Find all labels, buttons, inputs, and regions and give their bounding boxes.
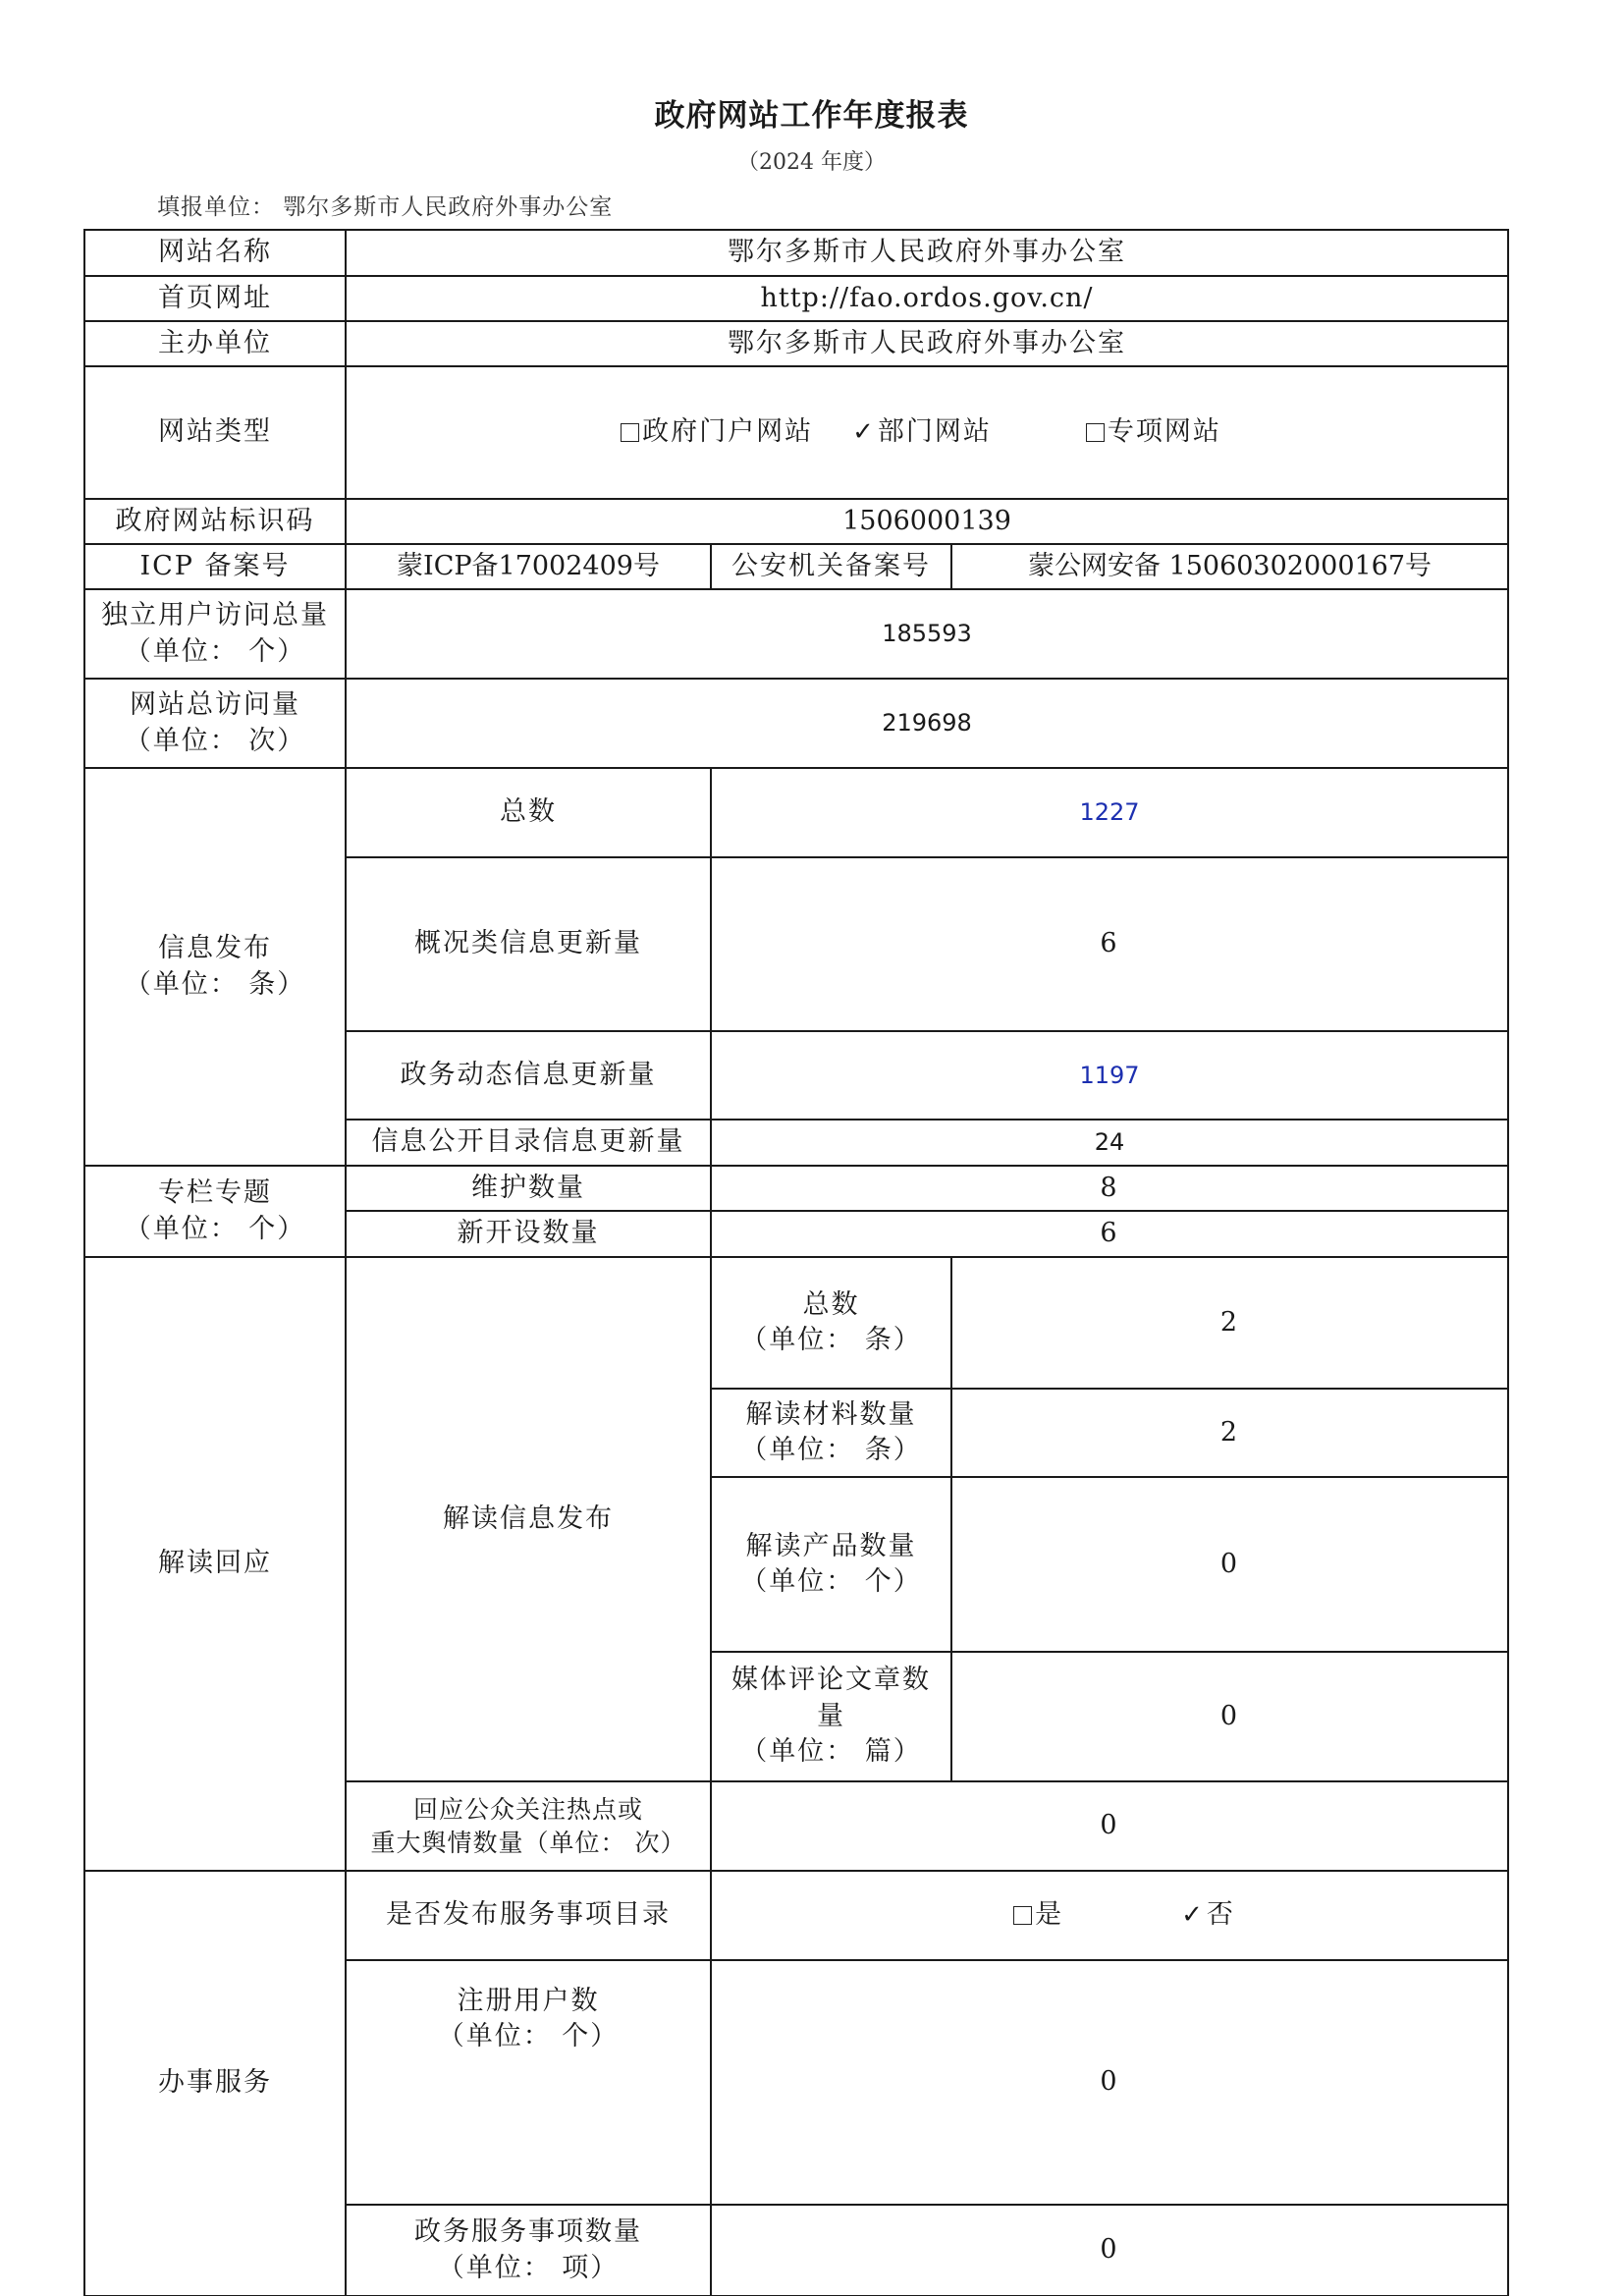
site-type-option-department[interactable] — [852, 414, 992, 450]
material-count-label: 解读材料数量 （单位： 条） — [740, 1398, 922, 1465]
interpret-publish-label: 解读信息发布 — [443, 1503, 614, 1534]
checkmark-icon: ✓ — [1181, 1899, 1205, 1930]
gov-id-value: 1506000139 — [842, 505, 1011, 536]
special-topics-label: 专栏专题 （单位： 个） — [124, 1177, 306, 1244]
hotspot-response-label: 回应公众关注热点或 重大舆情数量（单位： 次） — [370, 1794, 686, 1857]
filling-unit: 填报单位： 鄂尔多斯市人民政府外事办公室 — [157, 194, 614, 220]
media-count-label: 媒体评论文章数 量 （单位： 篇） — [731, 1665, 931, 1768]
option-label: 是 — [1035, 1899, 1064, 1931]
service-label: 办事服务 — [158, 2067, 272, 2099]
site-type-label: 网站类型 — [158, 416, 272, 448]
option-label: 政府门户网站 — [642, 416, 814, 448]
homepage-label: 首页网址 — [158, 282, 272, 313]
site-type-option-special[interactable] — [1086, 414, 1221, 450]
registered-users-label: 注册用户数 （单位： 个） — [437, 1986, 620, 2052]
service-catalog-option-yes[interactable] — [1013, 1897, 1063, 1933]
info-total-value: 1227 — [1079, 798, 1140, 827]
option-label: 否 — [1206, 1899, 1235, 1931]
uv-value: 185593 — [882, 620, 972, 648]
dynamic-update-label: 政务动态信息更新量 — [400, 1059, 657, 1090]
police-label: 公安机关备案号 — [731, 550, 931, 581]
sponsor-value: 鄂尔多斯市人民政府外事办公室 — [728, 327, 1126, 358]
catalog-update-value: 24 — [1094, 1128, 1125, 1157]
maintain-count-label: 维护数量 — [471, 1172, 585, 1203]
interpret-response-label: 解读回应 — [158, 1548, 272, 1579]
checkmark-icon: ✓ — [852, 416, 876, 447]
icp-label: ICP 备案号 — [139, 550, 291, 581]
product-count-label: 解读产品数量 （单位： 个） — [740, 1530, 922, 1597]
registered-users-value: 0 — [1100, 2066, 1119, 2098]
homepage-url[interactable]: http://fao.ordos.gov.cn/ — [760, 282, 1094, 313]
checkbox-unchecked-icon — [1013, 1906, 1032, 1925]
interpret-total-label: 总数 （单位： 条） — [740, 1288, 922, 1355]
gov-id-label: 政府网站标识码 — [115, 505, 315, 536]
overview-update-label: 概况类信息更新量 — [414, 928, 642, 959]
hotspot-response-value: 0 — [1100, 1810, 1119, 1841]
catalog-update-label: 信息公开目录信息更新量 — [371, 1126, 685, 1158]
overview-update-value: 6 — [1100, 928, 1119, 959]
uv-label: 独立用户访问总量（单位： 个） — [101, 600, 329, 667]
new-count-label: 新开设数量 — [457, 1218, 600, 1249]
site-type-options — [346, 366, 1508, 499]
sponsor-label: 主办单位 — [158, 327, 272, 358]
media-count-value: 0 — [1219, 1700, 1240, 1731]
info-publish-label: 信息发布 （单位： 条） — [124, 933, 306, 1000]
option-label: 部门网站 — [877, 416, 992, 448]
service-catalog-label: 是否发布服务事项目录 — [386, 1899, 671, 1931]
site-type-option-portal[interactable] — [621, 414, 813, 450]
report-year: （2024 年度） — [737, 150, 886, 175]
maintain-count-value: 8 — [1100, 1172, 1119, 1203]
product-count-value: 0 — [1219, 1548, 1240, 1579]
new-count-value: 6 — [1100, 1218, 1119, 1249]
checkbox-unchecked-icon — [1086, 423, 1105, 442]
site-name-value: 鄂尔多斯市人民政府外事办公室 — [728, 237, 1126, 268]
service-catalog-options — [711, 1871, 1508, 1960]
option-label: 专项网站 — [1107, 416, 1221, 448]
police-value: 蒙公网安备 15060302000167号 — [1027, 550, 1433, 581]
service-items-value: 0 — [1100, 2234, 1119, 2266]
report-title: 政府网站工作年度报表 — [654, 98, 969, 134]
service-items-label: 政务服务事项数量 （单位： 项） — [414, 2216, 642, 2283]
dynamic-update-value: 1197 — [1079, 1061, 1140, 1089]
pv-value: 219698 — [882, 709, 972, 738]
site-name-label: 网站名称 — [158, 237, 272, 268]
icp-value: 蒙ICP备17002409号 — [397, 550, 660, 581]
service-catalog-option-no[interactable] — [1181, 1897, 1235, 1933]
material-count-value: 2 — [1219, 1416, 1240, 1448]
pv-label: 网站总访问量 （单位： 次） — [124, 689, 306, 756]
interpret-total-value: 2 — [1219, 1306, 1240, 1338]
info-total-label: 总数 — [500, 796, 557, 828]
checkbox-unchecked-icon — [621, 423, 639, 442]
